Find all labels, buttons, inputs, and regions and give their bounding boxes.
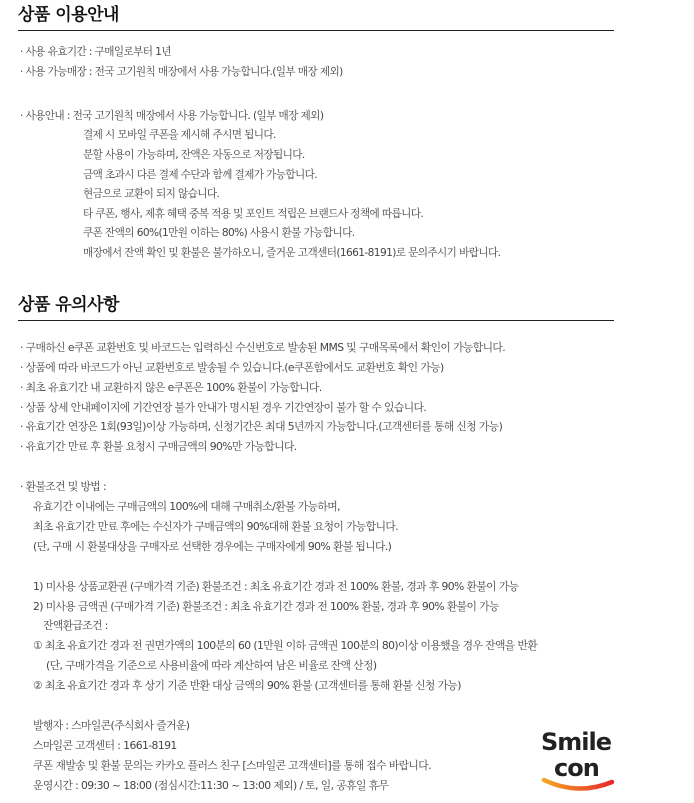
smile-swoosh-icon xyxy=(538,776,618,794)
smilecon-logo xyxy=(538,728,618,794)
section-title-usage-guide: 상품 이용안내 xyxy=(18,5,119,25)
precaution-line: · 구매하신 e쿠폰 교환번호 및 바코드는 입력하신 수신번호로 발송된 MMS 및 구매목록에서 확인이 가능합니다. xyxy=(20,341,506,354)
usage-guide-line: 금액 초과시 다른 결제 수단과 함께 결제가 가능합니다. xyxy=(83,169,318,181)
resend-inquiry-line: 쿠폰 재발송 및 환불 문의는 카카오 플러스 친구 [스마일콘 고객센터]를 통해 접수 바랍니다. xyxy=(33,759,431,772)
refund-rule-line: 1) 미사용 상품교환권 (구매가격 기준) 환불조건 : 최초 유효기간 경과 전 100% 환불, 경과 후 90% 환불이 가능 xyxy=(33,580,519,593)
usage-guide-line: 타 쿠폰, 행사, 제휴 혜택 중복 적용 및 포인트 적립은 브랜드사 정책에 따릅니다. xyxy=(83,208,424,220)
usage-guide-line: 쿠폰 잔액의 60%(1만원 이하는 80%) 사용시 환불 가능합니다. xyxy=(83,227,355,239)
section-divider xyxy=(18,320,614,321)
usage-validity-line: · 사용 유효기간 : 구매일로부터 1년 xyxy=(20,46,171,58)
refund-rule-line: 2) 미사용 금액권 (구매가격 기준) 환불조건 : 최초 유효기간 경과 전 100% 환불, 경과 후 90% 환불이 가능 xyxy=(33,600,499,613)
precaution-line: · 상품에 따라 바코드가 아닌 교환번호로 발송될 수 있습니다.(e쿠폰함에서도 교환번호 확인 가능) xyxy=(20,361,444,374)
precaution-line: · 유효기간 만료 후 환불 요청시 구매금액의 90%만 가능합니다. xyxy=(20,440,297,453)
balance-refund-line: (단, 구매가격을 기준으로 사용비율에 따라 계산하여 남은 비율로 잔액 산정) xyxy=(46,659,377,672)
precaution-line: · 최초 유효기간 내 교환하지 않은 e쿠폰은 100% 환불이 가능합니다. xyxy=(20,381,322,394)
section-title-precautions: 상품 유의사항 xyxy=(18,295,119,315)
section-divider xyxy=(18,30,614,31)
precaution-line: · 상품 상세 안내페이지에 기간연장 불가 안내가 명시된 경우 기간연장이 불가 할 수 있습니다. xyxy=(20,401,427,414)
balance-refund-line: ② 최초 유효기간 경과 후 상기 기준 반환 대상 금액의 90% 환불 (고객센터를 통해 환불 신청 가능) xyxy=(33,679,461,692)
usage-stores-line: · 사용 가능매장 : 전국 고기원칙 매장에서 사용 가능합니다.(일부 매장 제외) xyxy=(20,66,343,78)
operating-hours-line: 운영시간 : 09:30 ~ 18:00 (점심시간:11:30 ~ 13:00 제외) / 토, 일, 공휴일 휴무 xyxy=(33,779,389,792)
customer-center-line: 스마일콘 고객센터 : 1661-8191 xyxy=(33,739,177,752)
usage-guide-line: 분할 사용이 가능하며, 잔액은 자동으로 저장됩니다. xyxy=(83,149,305,161)
usage-guide-line: 현금으로 교환이 되지 않습니다. xyxy=(83,188,220,200)
logo-word-con: con xyxy=(554,754,599,782)
refund-conditions-line: 유효기간 이내에는 구매금액의 100%에 대해 구매취소/환불 가능하며, xyxy=(33,500,340,513)
issuer-line: 발행자 : 스마일콘(주식회사 즐거운) xyxy=(33,719,190,732)
precaution-line: · 유효기간 연장은 1회(93일)이상 가능하며, 신청기간은 최대 5년까지 가능합니다.(고객센터를 통해 신청 가능) xyxy=(20,420,503,433)
usage-guide-line: · 사용안내 : 전국 고기원칙 매장에서 사용 가능합니다. (일부 매장 제외) xyxy=(20,110,324,122)
balance-refund-line: ① 최초 유효기간 경과 전 권면가액의 100분의 60 (1만원 이하 금액권 100분의 80)이상 이용했을 경우 잔액을 반환 xyxy=(33,639,538,652)
balance-refund-heading: 잔액환급조건 : xyxy=(43,619,108,632)
refund-conditions-line: 최초 유효기간 만료 후에는 수신자가 구매금액의 90%대해 환불 요청이 가능합니다. xyxy=(33,520,399,533)
refund-conditions-heading: · 환불조건 및 방법 : xyxy=(20,480,107,493)
usage-guide-line: 매장에서 잔액 확인 및 환불은 불가하오니, 즐거운 고객센터(1661-8191)로 문의주시기 바랍니다. xyxy=(83,247,501,259)
usage-guide-line: 결제 시 모바일 쿠폰을 제시해 주시면 됩니다. xyxy=(83,129,276,141)
logo-word-smile: Smile xyxy=(541,728,612,756)
refund-conditions-line: (단, 구매 시 환불대상을 구매자로 선택한 경우에는 구매자에게 90% 환불 됩니다.) xyxy=(33,540,392,553)
